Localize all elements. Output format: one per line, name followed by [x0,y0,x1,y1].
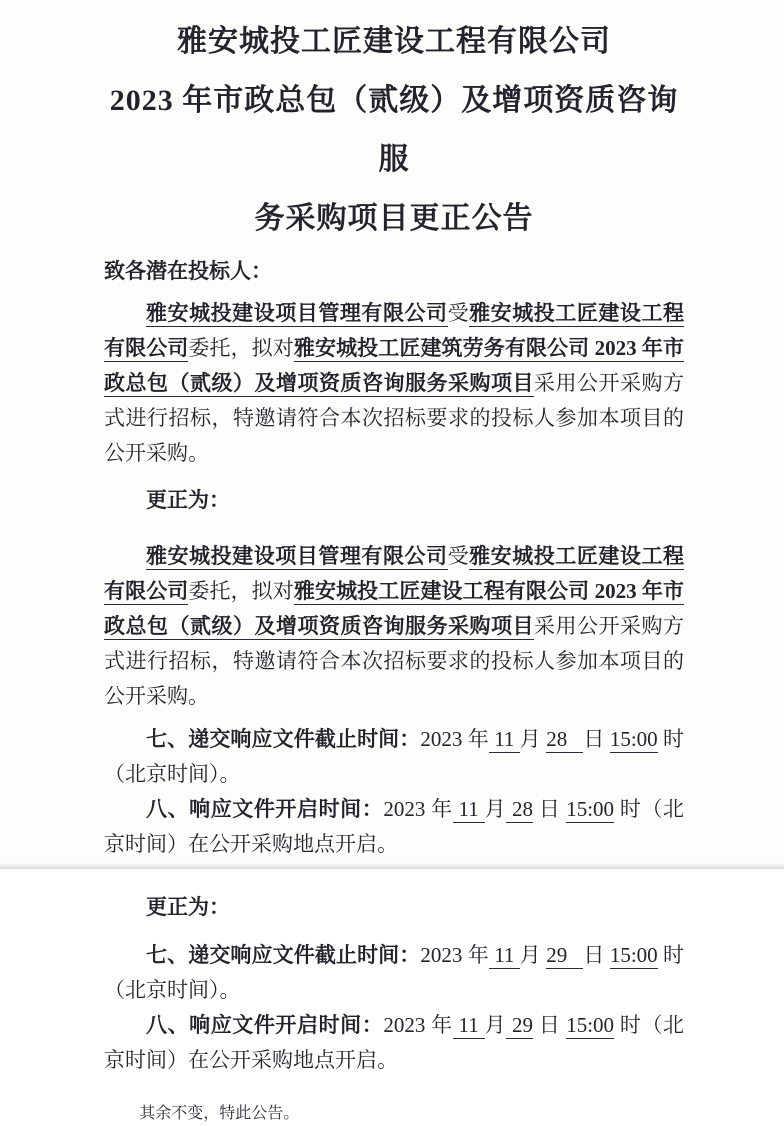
original-opening-line: 八、响应文件开启时间：2023 年 11 月 28 日 15:00 时（北京时间）在公开采购地点开启。 [104,797,685,856]
original-deadline-line: 七、递交响应文件截止时间：2023 年 11 月 28 日 15:00 时（北京时间）。 [104,727,685,786]
title-line-3: 务采购项目更正公告 [254,202,534,235]
scan-bottom-edge [0,863,784,869]
corrected-notice-paragraph: 雅安城投建设项目管理有限公司受雅安城投工匠建设工程有限公司委托，拟对雅安城投工匠建设工程有限公司 2023 年市政总包（贰级）及增项资质咨询服务采购项目采用公开采购方式进行招标，特邀请符合本次招标要求的投标人参加本项目的公开采购。 [104,544,685,708]
salutation: 致各潜在投标人： [104,259,272,283]
correction-label-times: 更正为： [146,895,230,919]
title-line-2: 2023 年市政总包（贰级）及增项资质咨询服 [109,84,679,176]
correction-label-paragraph: 更正为： [146,488,230,512]
corrected-opening-line: 八、响应文件开启时间：2023 年 11 月 29 日 15:00 时（北京时间）在公开采购地点开启。 [104,1013,685,1072]
original-notice-paragraph: 雅安城投建设项目管理有限公司受雅安城投工匠建设工程有限公司委托，拟对雅安城投工匠建筑劳务有限公司 2023 年市政总包（贰级）及增项资质咨询服务采购项目采用公开采购方式进行招标，特邀请符合本次招标要求的投标人参加本项目的公开采购。 [104,301,685,465]
corrected-deadline-line: 七、递交响应文件截止时间：2023 年 11 月 29 日 15:00 时（北京时间）。 [104,943,685,1002]
title-line-1: 雅安城投工匠建设工程有限公司 [177,25,611,58]
closing-statement: 其余不变，特此公告。 [139,1105,300,1122]
document-title [104,12,684,248]
